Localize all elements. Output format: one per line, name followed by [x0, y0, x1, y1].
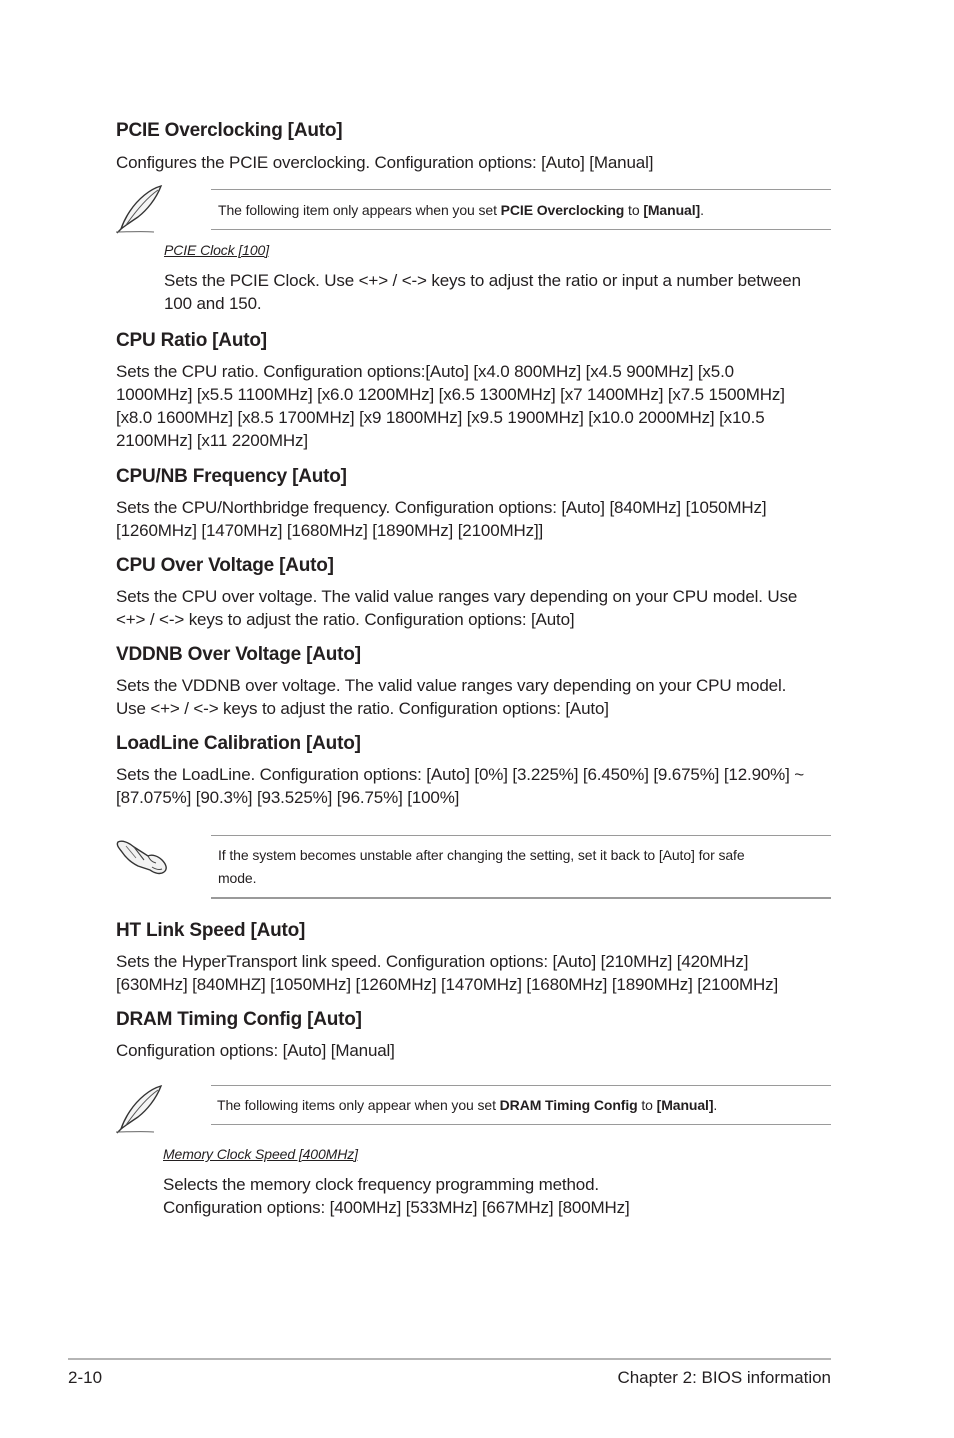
section-body: Configuration options: [Auto] [Manual]	[116, 1041, 395, 1060]
note-bottom-rule	[211, 1124, 831, 1125]
section-body: Sets the VDDNB over voltage. The valid value ranges vary depending on your CPU model. Use <+> / <-> keys to adjust the ratio. Configuration options: [Auto]	[116, 676, 787, 718]
note-top-rule	[211, 1085, 831, 1086]
chapter-title: Chapter 2: BIOS information	[617, 1368, 831, 1387]
note-text: If the system becomes unstable after changing the setting, set it back to [Auto] for safe mode.	[218, 847, 745, 886]
pen-note-icon	[114, 1083, 168, 1135]
section-body: Sets the LoadLine. Configuration options: [Auto] [0%] [3.225%] [6.450%] [9.675%] [12.90%] ~ [87.075%] [90.3%] [93.525%] [96.75%] [100%]	[116, 765, 805, 807]
section-heading: CPU/NB Frequency [Auto]	[116, 466, 347, 487]
note-bottom-rule	[211, 897, 831, 899]
section-heading: DRAM Timing Config [Auto]	[116, 1009, 362, 1030]
section-body: Sets the CPU/Northbridge frequency. Configuration options: [Auto] [840MHz] [1050MHz] [1260MHz] [1470MHz] [1680MHz] [1890MHz] [2100MHz]]	[116, 498, 767, 540]
section-body: Sets the HyperTransport link speed. Configuration options: [Auto] [210MHz] [420MHz] [630MHz] [840MHZ] [1050MHz] [1260MHz] [1470MHz] [1680MHz] [1890MHz] [2100MHz]	[116, 952, 779, 994]
section-body: Configures the PCIE overclocking. Configuration options: [Auto] [Manual]	[116, 153, 654, 172]
footer-rule	[68, 1358, 831, 1360]
section-heading: VDDNB Over Voltage [Auto]	[116, 644, 361, 665]
section-body: Sets the CPU ratio. Configuration options:[Auto] [x4.0 800MHz] [x4.5 900MHz] [x5.0 1000MHz] [x5.5 1100MHz] [x6.0 1200MHz] [x6.5 1300MHz] [x7 1400MHz] [x7.5 1500MHz] [x8.0 1600MHz] [x8.5 1700MHz] [x9 1800MHz] [x9.5 1900MHz] [x10.0 2000MHz] [x10.5 2100MHz] [x11 2200MHz]	[116, 362, 785, 450]
section-heading: CPU Ratio [Auto]	[116, 330, 267, 351]
subitem-title: Memory Clock Speed [400MHz]	[163, 1146, 358, 1162]
section-heading: HT Link Speed [Auto]	[116, 920, 306, 941]
section-heading: LoadLine Calibration [Auto]	[116, 733, 361, 754]
hand-caution-icon	[114, 836, 170, 876]
note-top-rule	[211, 189, 831, 190]
subitem-body: Sets the PCIE Clock. Use <+> / <-> keys to adjust the ratio or input a number between 100 and 150.	[164, 271, 801, 313]
note-bottom-rule	[211, 229, 831, 230]
subitem-body: Selects the memory clock frequency programming method. Configuration options: [400MHz] [533MHz] [667MHz] [800MHz]	[163, 1175, 630, 1217]
section-heading: PCIE Overclocking [Auto]	[116, 120, 343, 141]
pen-note-icon	[114, 183, 168, 235]
note-text: The following items only appear when you set DRAM Timing Config to [Manual].	[217, 1097, 718, 1113]
subitem-title: PCIE Clock [100]	[164, 242, 269, 258]
page-number: 2-10	[68, 1368, 103, 1387]
section-heading: CPU Over Voltage [Auto]	[116, 555, 334, 576]
note-text: The following item only appears when you set PCIE Overclocking to [Manual].	[218, 202, 704, 218]
note-top-rule	[211, 835, 831, 836]
section-body: Sets the CPU over voltage. The valid value ranges vary depending on your CPU model. Use <+> / <-> keys to adjust the ratio. Configuration options: [Auto]	[116, 587, 798, 629]
